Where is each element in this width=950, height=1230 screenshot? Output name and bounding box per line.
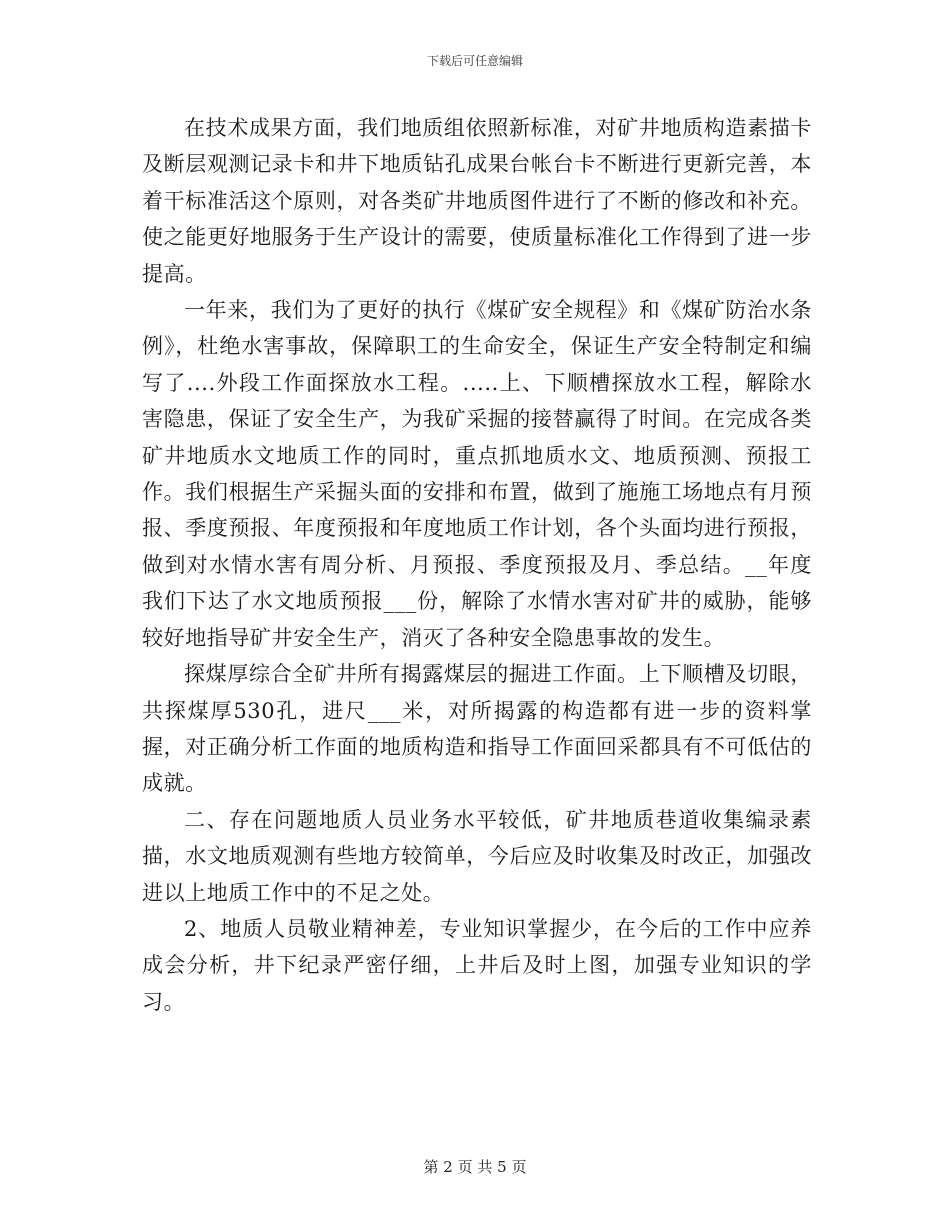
paragraph-water-prevention: 一年来，我们为了更好的执行《煤矿安全规程》和《煤矿防治水条例》，杜绝水害事故，保障职工的生命安全，保证生产安全特制定和编写了....外段工作面探放水工程。.....上、下顺槽探放水工程，解除水害隐患，保证了安全生产，为我矿采掘的接替赢得了时间。在完成各类矿井地质水文地质工作的同时，重点抓地质水文、地质预测、预报工作。我们根据生产采掘头面的安排和布置，做到了施施工场地点有月预报、季度预报、年度预报和年度地质工作计划，各个头面均进行预报，做到对水情水害有周分析、月预报、季度预报及月、季总结。__年度我们下达了水文地质预报___份，解除了水情水害对矿井的威胁，能够较好地指导矿井安全生产，消灭了各种安全隐患事故的发生。 (142, 298, 812, 650)
document-body (142, 110, 812, 1020)
paragraph-existing-problems: 二、存在问题地质人员业务水平较低，矿井地质巷道收集编录素描，水文地质观测有些地方较简单，今后应及时收集及时改正，加强改进以上地质工作中的不足之处。 (142, 807, 812, 905)
paragraph-technical-results: 在技术成果方面，我们地质组依照新标准，对矿井地质构造素描卡及断层观测记录卡和井下地质钻孔成果台帐台卡不断进行更新完善，本着干标准活这个原则，对各类矿井地质图件进行了不断的修改和补充。使之能更好地服务于生产设计的需要，使质量标准化工作得到了进一步提高。 (142, 116, 812, 286)
page-number: 第 2 页 共 5 页 (423, 1158, 527, 1176)
page-header: 下载后可任意编辑 (426, 54, 523, 68)
paragraph-professionalism: 2、地质人员敬业精神差，专业知识掌握少，在今后的工作中应养成会分析，井下纪录严密仔细，上井后及时上图，加强专业知识的学习。 (142, 916, 812, 1014)
paragraph-coal-thickness: 探煤厚综合全矿井所有揭露煤层的掘进工作面。上下顺槽及切眼，共探煤厚530孔，进尺___米，对所揭露的构造都有进一步的资料掌握，对正确分析工作面的地质构造和指导工作面回采都具有不可低估的成就。 (142, 662, 812, 796)
